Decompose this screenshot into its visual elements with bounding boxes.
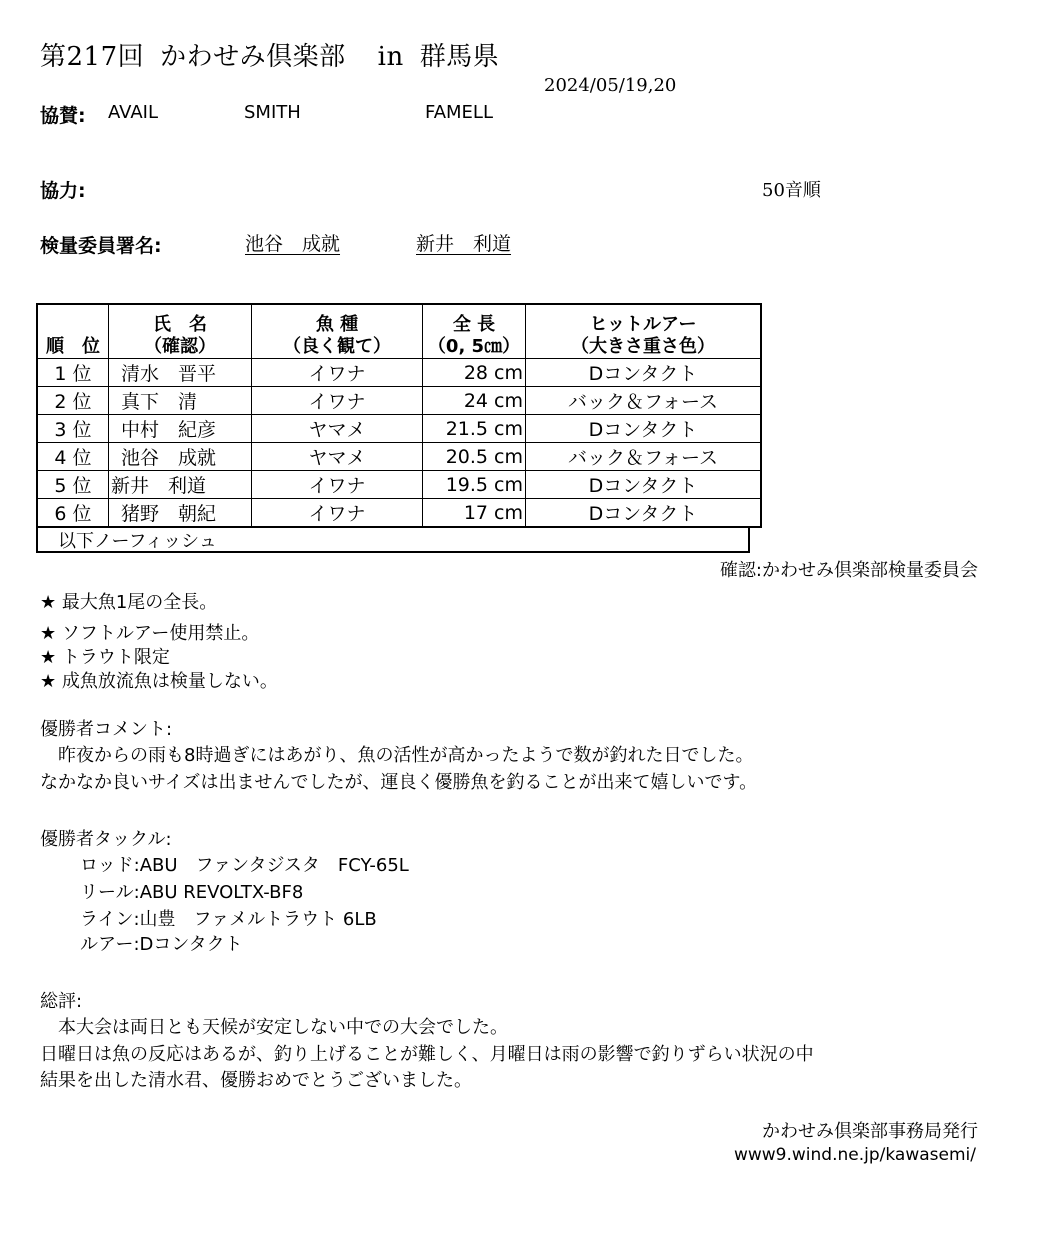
table-row (37, 387, 761, 415)
header-lure-sub: （大きさ重さ色） (571, 336, 715, 357)
header-fish-label: 魚 種 (315, 314, 359, 335)
fish-cell: イワナ (252, 359, 423, 387)
header-length (423, 304, 526, 359)
fish-cell: ヤマメ (252, 415, 423, 443)
header-rank (37, 304, 109, 359)
name-cell: 清水 晋平 (109, 359, 252, 387)
website-url: www9.wind.ne.jp/kawasemi/ (733, 1145, 976, 1165)
no-fish-row (36, 526, 750, 553)
winner-comment-line: なかなか良いサイズは出ませんでしたが、運良く優勝魚を釣ることが出来て嬉しいです。 (40, 772, 758, 793)
rule-item: ★ トラウト限定 (40, 647, 170, 668)
table-row (37, 359, 761, 387)
lure-cell: Dコンタクト (526, 415, 762, 443)
winner-tackle-label: 優勝者タックル: (40, 829, 172, 850)
summary-label: 総評: (40, 991, 83, 1012)
table-header-row (37, 304, 761, 359)
fish-cell: イワナ (252, 387, 423, 415)
table-row (37, 499, 761, 528)
tackle-item-rod: ロッド:ABU ファンタジスタ FCY-65L (80, 855, 409, 876)
name-cell: 真下 清 (109, 387, 252, 415)
tackle-item-reel: リール:ABU REVOLTX-BF8 (80, 882, 304, 903)
length-cell: 19.5 cm (423, 471, 526, 499)
header-lure (526, 304, 762, 359)
title-in: in (377, 42, 404, 72)
sponsor-smith: SMITH (244, 102, 301, 123)
header-name-sub: （確認） (144, 336, 216, 357)
name-cell: 猪野 朝紀 (109, 499, 252, 528)
page-title (40, 36, 499, 73)
order-note: 50音順 (762, 180, 821, 201)
rule-item: ★ 成魚放流魚は検量しない。 (40, 671, 278, 692)
header-rank-label: 順 位 (46, 336, 100, 357)
publisher: かわせみ倶楽部事務局発行 (762, 1121, 978, 1142)
header-fish-sub: （良く観て） (283, 336, 391, 357)
lure-cell: バック＆フォース (526, 443, 762, 471)
table-row (37, 443, 761, 471)
header-name (109, 304, 252, 359)
results-table (36, 303, 762, 528)
length-cell: 24 cm (423, 387, 526, 415)
event-date: 2024/05/19,20 (544, 75, 677, 96)
length-cell: 28 cm (423, 359, 526, 387)
name-cell: 中村 紀彦 (109, 415, 252, 443)
inspector-name-1: 池谷 成就 (245, 233, 341, 255)
name-cell: 新井 利道 (109, 471, 252, 499)
length-cell: 17 cm (423, 499, 526, 528)
length-cell: 21.5 cm (423, 415, 526, 443)
inspector-name-2: 新井 利道 (416, 233, 512, 255)
header-fish (252, 304, 423, 359)
table-row (37, 415, 761, 443)
sponsors-label: 協賛: (40, 105, 86, 127)
cooperation-label: 協力: (40, 180, 86, 202)
lure-cell: バック＆フォース (526, 387, 762, 415)
rank-cell: 4 位 (37, 443, 109, 471)
rank-cell: 6 位 (37, 499, 109, 528)
rule-item: ★ ソフトルアー使用禁止。 (40, 623, 260, 644)
length-cell: 20.5 cm (423, 443, 526, 471)
title-club: かわせみ倶楽部 (160, 42, 346, 72)
title-prefix: 第217回 (40, 42, 145, 72)
fish-cell: イワナ (252, 471, 423, 499)
sponsor-famell: FAMELL (425, 102, 493, 123)
header-length-sub: （0, 5㎝） (427, 336, 521, 357)
header-name-label: 氏 名 (153, 314, 207, 335)
name-cell: 池谷 成就 (109, 443, 252, 471)
table-row (37, 471, 761, 499)
confirmation-text: 確認:かわせみ倶楽部検量委員会 (719, 560, 978, 581)
winner-comment-label: 優勝者コメント: (40, 719, 173, 740)
rank-cell: 2 位 (37, 387, 109, 415)
title-place: 群馬県 (419, 42, 500, 72)
summary-line: 本大会は両日とも天候が安定しない中での大会でした。 (40, 1017, 508, 1038)
header-lure-label: ヒットルアー (589, 314, 697, 335)
header-length-label: 全 長 (452, 314, 496, 335)
rule-item: ★ 最大魚1尾の全長。 (40, 592, 218, 613)
summary-line: 日曜日は魚の反応はあるが、釣り上げることが難しく、月曜日は雨の影響で釣りずらい状況の中 (40, 1044, 814, 1065)
lure-cell: Dコンタクト (526, 499, 762, 528)
fish-cell: ヤマメ (252, 443, 423, 471)
rank-cell: 1 位 (37, 359, 109, 387)
lure-cell: Dコンタクト (526, 359, 762, 387)
sponsor-avail: AVAIL (108, 102, 158, 123)
summary-line: 結果を出した清水君、優勝おめでとうございました。 (40, 1070, 472, 1091)
inspectors-label: 検量委員署名: (40, 235, 162, 257)
rank-cell: 3 位 (37, 415, 109, 443)
rank-cell: 5 位 (37, 471, 109, 499)
winner-comment-line: 昨夜からの雨も8時過ぎにはあがり、魚の活性が高かったようで数が釣れた日でした。 (40, 745, 754, 766)
fish-cell: イワナ (252, 499, 423, 528)
tackle-item-line: ライン:山豊 ファメルトラウト 6LB (80, 909, 377, 930)
tackle-item-lure: ルアー:Dコンタクト (80, 934, 243, 955)
no-fish-label: 以下ノーフィッシュ (58, 531, 217, 552)
lure-cell: Dコンタクト (526, 471, 762, 499)
